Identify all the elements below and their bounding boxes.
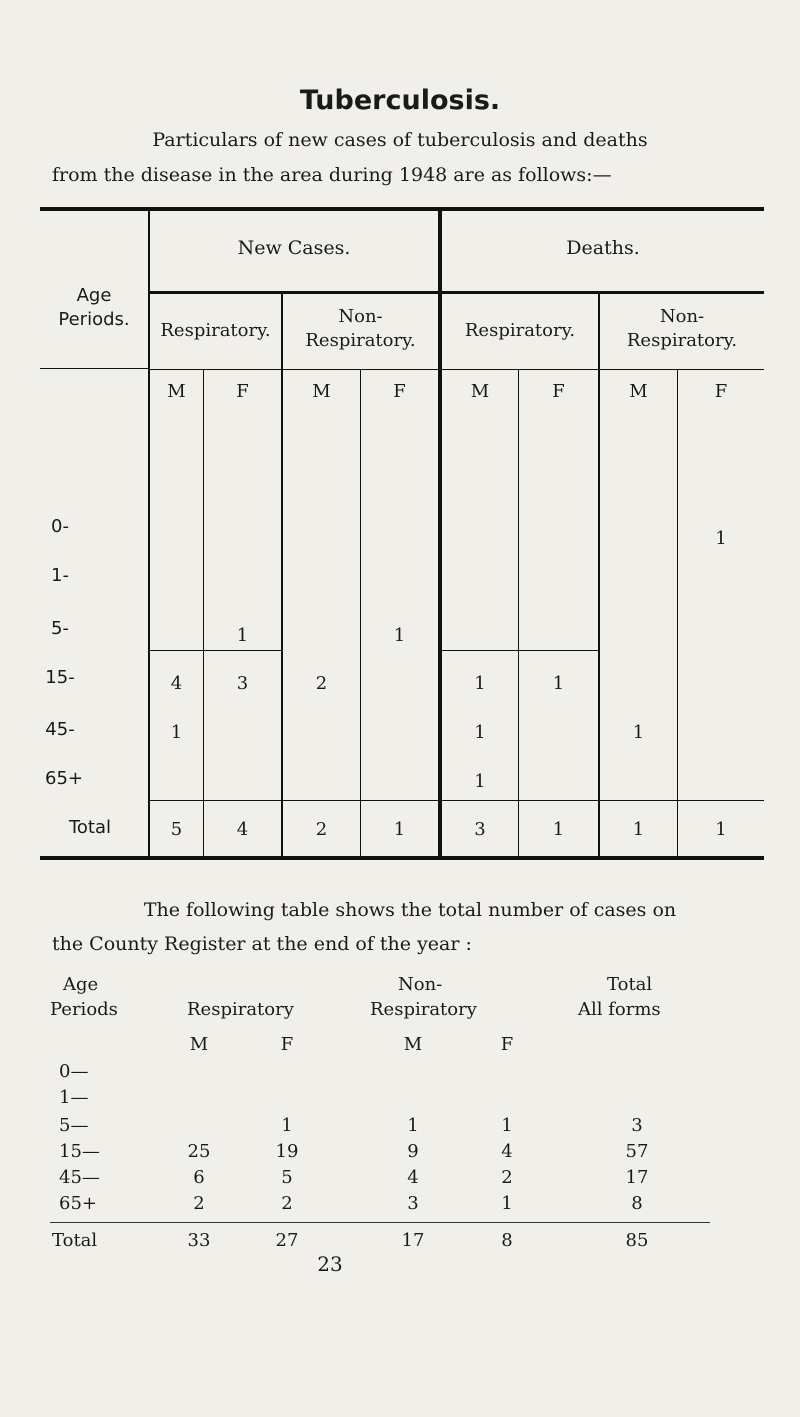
new-nonresp-header-2: Respiratory. (305, 330, 416, 351)
table1-vrule (360, 370, 361, 856)
t1-cell: 1 (393, 625, 406, 646)
t1-total-cell: 4 (236, 819, 249, 840)
age-label: 1- (51, 565, 69, 586)
new-nonresp-header-1: Non- (338, 306, 383, 327)
age-label: 5- (51, 618, 69, 639)
deaths-nonresp-header-2: Respiratory. (626, 330, 738, 351)
intro-line-2: from the disease in the area during 1948 are as follows:— (52, 164, 612, 186)
t2-cell: 1 (501, 1115, 513, 1136)
t1-cell: 1 (552, 673, 565, 694)
t2-resp-header: Respiratory (187, 999, 294, 1020)
table1-sub-rule (148, 369, 764, 370)
t1-cell: 1 (632, 722, 645, 743)
table1-sub-rule (40, 368, 150, 369)
t2-cell: 25 (187, 1141, 211, 1162)
t2-cell: 9 (407, 1141, 419, 1162)
t2-cell: 3 (407, 1193, 419, 1214)
t1-cell: 1 (170, 722, 183, 743)
age-label: 0- (51, 516, 69, 537)
register-line-1: The following table shows the total number of cases on (143, 899, 677, 921)
sex-label: M (629, 381, 648, 402)
t1-cell: 4 (170, 673, 183, 694)
t2-cell: 1 (501, 1193, 513, 1214)
sex-label: M (470, 381, 490, 402)
table1-vrule (203, 370, 204, 856)
t2-total-header-2: All forms (578, 999, 661, 1020)
t2-age-label: 65+ (59, 1193, 97, 1214)
t2-total-cell: 17 (401, 1230, 425, 1251)
table1-vrule (281, 294, 283, 856)
t2-sex-label: M (403, 1034, 423, 1055)
t2-cell: 8 (631, 1193, 643, 1214)
t2-age-label: 0— (59, 1061, 89, 1082)
t1-cell: 1 (474, 673, 486, 694)
t2-sex-label: F (280, 1034, 294, 1055)
t2-cell: 4 (407, 1167, 419, 1188)
t1-cell: 1 (474, 722, 486, 743)
table1-bottom-rule (40, 856, 764, 860)
table1-row-rule (148, 650, 283, 651)
table1-vrule (677, 370, 678, 856)
register-line-2: the County Register at the end of the year : (52, 933, 472, 955)
t2-age-header-1: Age (63, 974, 99, 995)
sex-label: F (236, 381, 249, 402)
t2-cell: 4 (501, 1141, 513, 1162)
t1-cell: 1 (474, 771, 486, 792)
table1-row-rule (440, 650, 600, 651)
t2-cell: 3 (631, 1115, 643, 1136)
total-label: Total (68, 817, 112, 838)
age-label: 65+ (45, 768, 83, 789)
sex-label: F (714, 381, 728, 402)
t2-age-header-2: Periods (50, 999, 118, 1020)
deaths-resp-header: Respiratory. (464, 320, 576, 341)
t1-total-cell: 1 (632, 819, 645, 840)
table1-vrule (598, 294, 600, 856)
t2-total-rule (50, 1222, 710, 1223)
t2-age-label: 15— (59, 1141, 100, 1162)
new-resp-header: Respiratory. (160, 320, 271, 341)
table1-vrule (518, 370, 519, 856)
sex-label: F (552, 381, 565, 402)
age-periods-header: Age Periods. (58, 285, 130, 330)
t2-cell: 2 (193, 1193, 205, 1214)
t2-cell: 57 (625, 1141, 649, 1162)
intro-line-1: Particulars of new cases of tuberculosis and deaths (152, 129, 648, 151)
sex-label: M (312, 381, 331, 402)
table1-vrule (148, 211, 150, 856)
t2-total-cell: 85 (625, 1230, 649, 1251)
t1-total-cell: 1 (715, 819, 727, 840)
table1-group-rule (148, 291, 764, 294)
sex-label: F (393, 381, 406, 402)
t2-age-label: 45— (59, 1167, 100, 1188)
t2-sex-label: M (189, 1034, 209, 1055)
t2-cell: 6 (193, 1167, 205, 1188)
deaths-header: Deaths. (566, 237, 640, 259)
t1-total-cell: 5 (170, 819, 183, 840)
t2-nonresp-header-1: Non- (398, 974, 443, 995)
t1-cell: 3 (236, 673, 249, 694)
t2-total-label: Total (52, 1230, 98, 1251)
t2-cell: 19 (275, 1141, 299, 1162)
t1-total-cell: 1 (393, 819, 406, 840)
t2-cell: 2 (501, 1167, 513, 1188)
t2-nonresp-header-2: Respiratory (370, 999, 477, 1020)
t1-cell: 1 (715, 528, 727, 549)
age-label: 15- (45, 667, 75, 688)
page-title: Tuberculosis. (299, 85, 501, 116)
deaths-nonresp-header-1: Non- (659, 306, 705, 327)
t2-age-label: 5— (59, 1115, 89, 1136)
t2-total-header-1: Total (607, 974, 653, 995)
table1-vrule-thick (438, 211, 442, 856)
t2-age-label: 1— (59, 1087, 89, 1108)
t2-cell: 1 (281, 1115, 293, 1136)
t2-total-cell: 33 (187, 1230, 211, 1251)
table1-total-rule (148, 800, 764, 801)
page-number: 23 (317, 1252, 343, 1276)
t1-total-cell: 3 (474, 819, 486, 840)
t2-sex-label: F (500, 1034, 514, 1055)
sex-label: M (167, 381, 186, 402)
t2-total-cell: 27 (275, 1230, 299, 1251)
t2-cell: 5 (281, 1167, 293, 1188)
t2-cell: 2 (281, 1193, 293, 1214)
t1-total-cell: 1 (552, 819, 565, 840)
age-label: 45- (45, 719, 75, 740)
t2-cell: 1 (407, 1115, 419, 1136)
t2-total-cell: 8 (501, 1230, 513, 1251)
t1-cell: 1 (236, 625, 249, 646)
t1-total-cell: 2 (315, 819, 328, 840)
t1-cell: 2 (315, 673, 328, 694)
new-cases-header: New Cases. (237, 237, 351, 259)
t2-cell: 17 (625, 1167, 649, 1188)
